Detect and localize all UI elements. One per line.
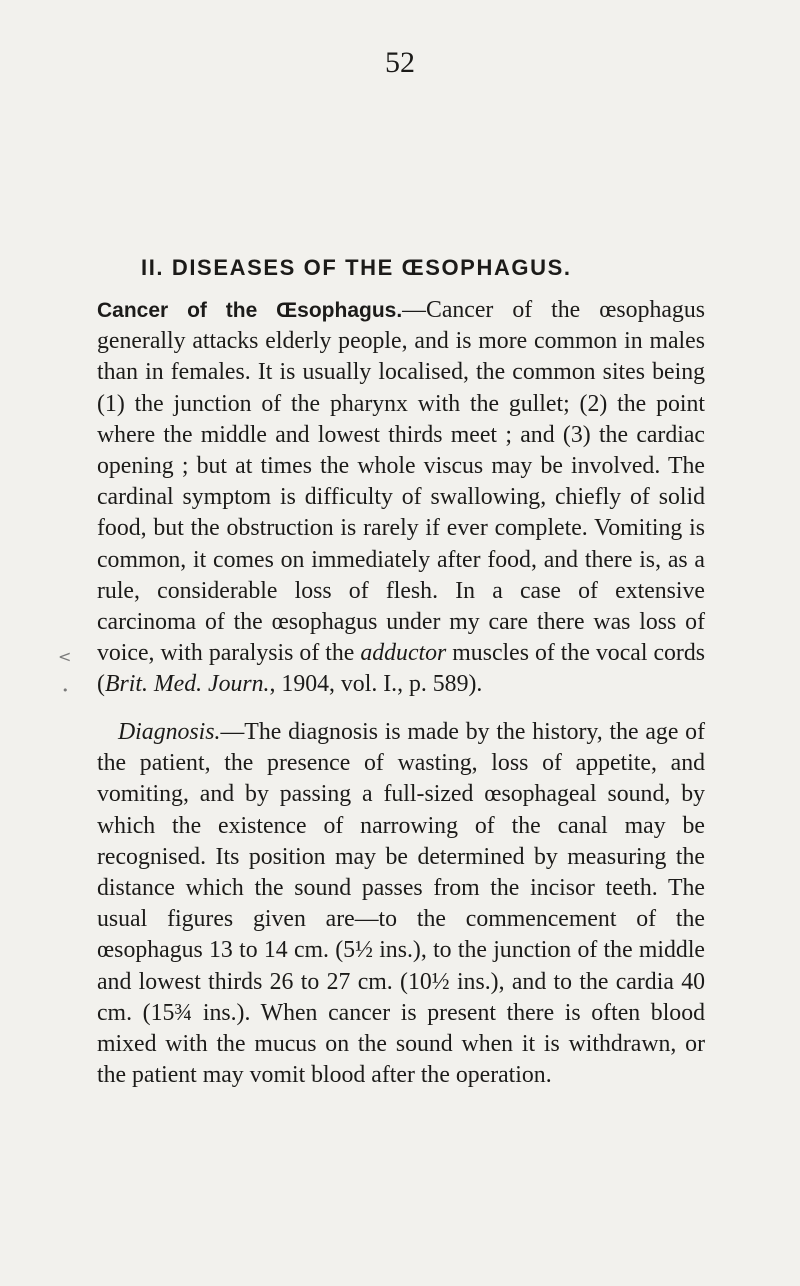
section-title: Cancer of the Œsophagus. [97,299,403,322]
paragraph-cancer-of-oesophagus [97,295,705,701]
adductor-emphasis: adductor [360,640,447,667]
paragraph-1-intro: —Cancer of the œsophagus generally attacks elderly people, and is more common in males than in females. It is usually localised, the common sites being (1) the junction of the pharynx with the gullet; (2) the point where the middle and lowest thirds meet ; and (3) the cardiac opening ; but at times the whole viscus may be involved. The cardinal symptom is difficulty of swallowing, chiefly of solid food, but the obstruction is rarely if ever complete. Vomiting is common, it comes on immediately after food, and there is, as a rule, considerable loss of flesh. In a case of extensive carcinoma of the œsophagus under my care there was loss of voice, with paralysis of the [97,297,705,667]
chapter-heading: II. DISEASES OF THE ŒSOPHAGUS. [141,255,572,280]
margin-mark-arrow: < [58,647,72,666]
page-number: 52 [385,46,415,79]
paragraph-diagnosis [97,717,705,1091]
diagnosis-label: Diagnosis. [118,719,221,745]
citation-journal: Brit. Med. Journ. [104,671,270,698]
paragraph-1-continuation: muscles of the vocal cords ( [97,640,705,698]
diagnosis-text: —The diagnosis is made by the history, the age of the patient, the presence of wasting, loss of appetite, and vomiting, and by passing a full-sized œsophageal sound, by which the existence of narrowing of the canal may be recognised. Its position may be determined by measuring the distance which the sound passes from the incisor teeth. The usual figures given are—to the commencement of the œsophagus 13 to 14 cm. (5½ ins.), to the junction of the middle and lowest thirds 26 to 27 cm. (10½ ins.), and to the cardia 40 cm. (15¾ ins.). When cancer is present there is often blood mixed with the mucus on the sound when it is withdrawn, or the patient may vomit blood after the operation. [97,719,705,1089]
citation-tail: , 1904, vol. I., p. 589). [269,671,483,698]
margin-mark-dot: • [62,684,69,697]
